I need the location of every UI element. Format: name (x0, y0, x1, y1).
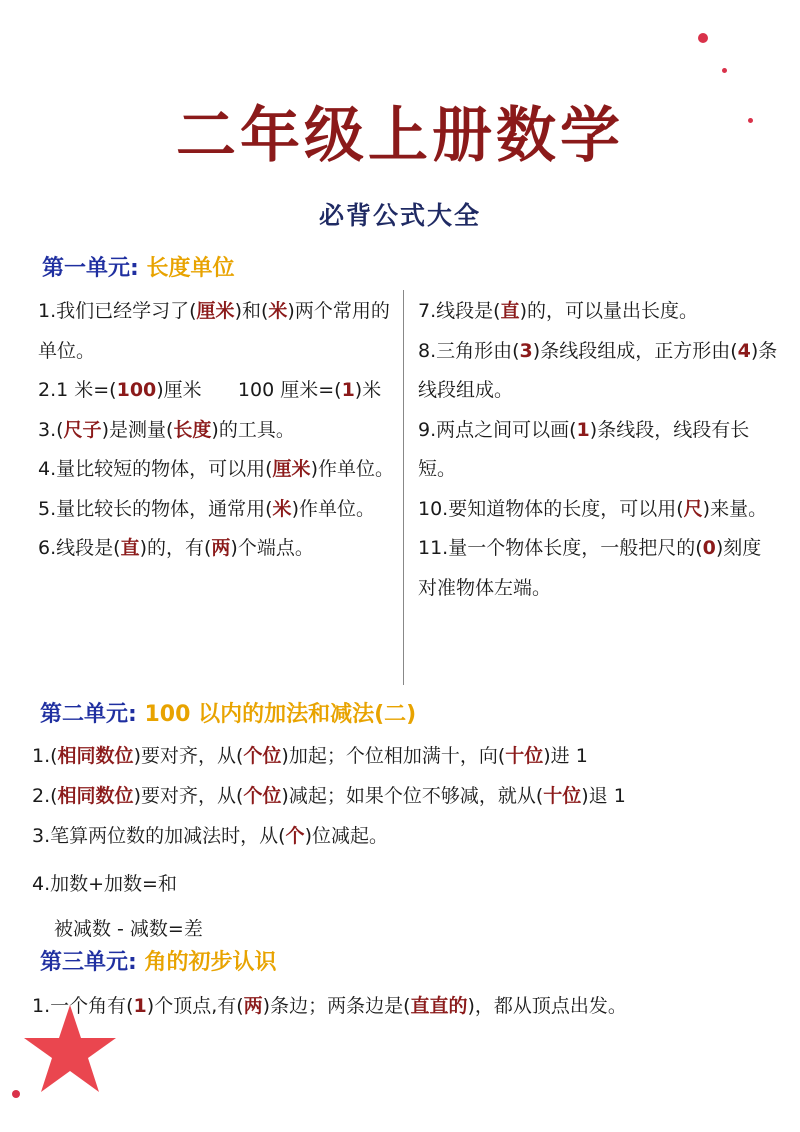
list-item: 8.三角形由(3)条线段组成，正方形由(4)条线段组成。 (418, 339, 778, 401)
unit3-list (32, 986, 772, 1026)
page-title: 二年级上册数学 (176, 101, 624, 171)
list-item: 3.(尺子)是测量(长度)的工具。 (38, 418, 295, 441)
unit2-label: 第二单元: (40, 702, 137, 727)
list-item: 9.两点之间可以画(1)条线段，线段有长短。 (418, 418, 750, 480)
decorative-dot (698, 33, 708, 43)
list-item: 1.(相同数位)要对齐，从(个位)加起；个位相加满十，向(十位)进 1 (32, 745, 588, 767)
list-item: 2.(相同数位)要对齐，从(个位)减起；如果个位不够减，就从(十位)退 1 (32, 785, 626, 807)
list-item: 1.一个角有(1)个顶点,有(两)条边；两条边是(直直的)，都从顶点出发。 (32, 995, 627, 1017)
list-item: 7.线段是(直)的，可以量出长度。 (418, 300, 698, 322)
list-item: 4.量比较短的物体，可以用(厘米)作单位。 (38, 458, 394, 480)
list-item: 被减数 - 减数=差 (54, 918, 203, 940)
list-item: 5.量比较长的物体，通常用(米)作单位。 (38, 497, 375, 520)
decorative-dot (12, 1090, 20, 1098)
unit2-heading (40, 700, 416, 730)
star-icon (20, 1000, 120, 1100)
unit1-right-column (418, 292, 778, 608)
unit1-label: 第一单元: (42, 256, 139, 281)
list-item: 1.我们已经学习了(厘米)和(米)两个常用的单位。 (38, 300, 390, 362)
list-item: 6.线段是(直)的，有(两)个端点。 (38, 537, 314, 559)
unit2-topic: 100 以内的加法和减法(二) (144, 702, 417, 727)
unit3-topic: 角的初步认识 (144, 950, 277, 975)
unit2-list (32, 736, 772, 946)
column-divider (403, 290, 404, 685)
list-item: 2.1 米=(100)厘米 100 厘米=(1)米 (38, 379, 382, 401)
list-item: 11.量一个物体长度，一般把尺的(0)刻度对准物体左端。 (418, 537, 762, 599)
list-item: 10.要知道物体的长度，可以用(尺)来量。 (418, 497, 768, 520)
unit1-left-column (38, 292, 396, 569)
list-item: 3.笔算两位数的加减法时，从(个)位减起。 (32, 825, 388, 847)
unit1-heading (42, 254, 235, 284)
unit3-label: 第三单元: (40, 950, 137, 975)
list-item: 4.加数+加数=和 (32, 873, 177, 895)
decorative-dot (722, 68, 727, 73)
page-subtitle: 必背公式大全 (318, 201, 481, 230)
unit1-topic: 长度单位 (146, 256, 235, 281)
unit3-heading (40, 948, 277, 978)
